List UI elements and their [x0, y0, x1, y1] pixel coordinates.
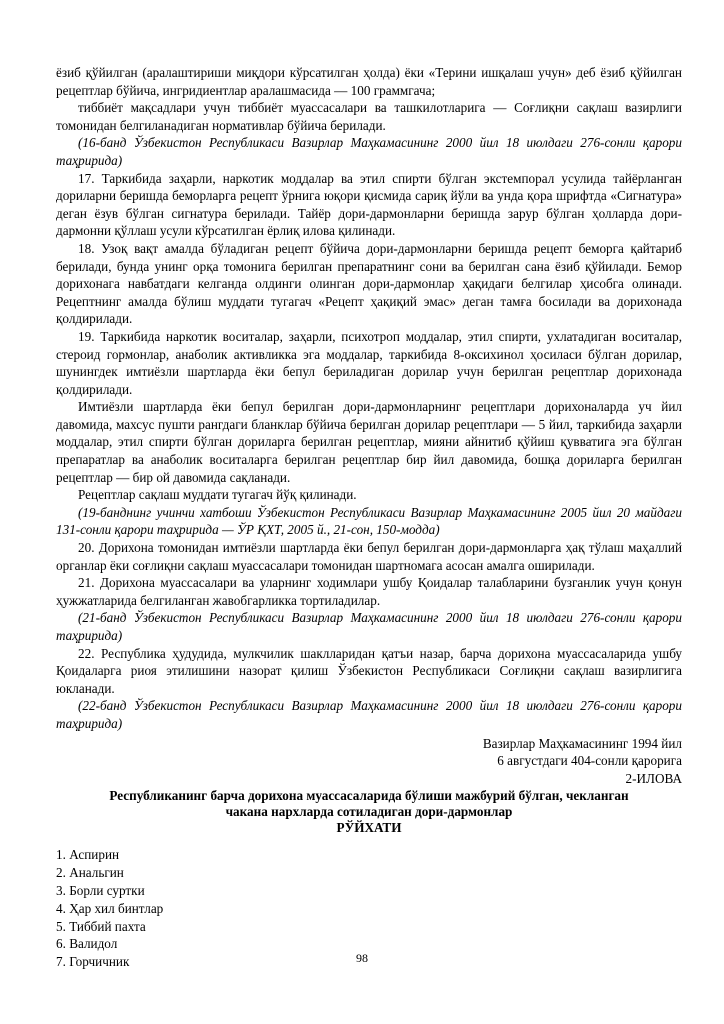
list-title-line1: Республиканинг барча дорихона муассасаларида бўлиши мажбурий бўлган, чекланган	[109, 788, 629, 804]
list-item: 4. Ҳар хил бинтлар	[56, 900, 164, 916]
list-heading	[56, 788, 682, 836]
paragraph: 21. Дорихона муассасалари ва уларнинг ходимлари ушбу Қоидалар талабларини бузганлик учун қонун ҳужжатларида белгиланган жавобгарликка тортиладилар.	[56, 575, 682, 608]
paragraph: тиббиёт мақсадлари учун тиббиёт муассасалари ва ташкилотларига — Соғлиқни сақлаш вазирлиги томонидан белгиланадиган нормативлар бўйича берилади.	[56, 100, 682, 133]
paragraph: 20. Дорихона томонидан имтиёзли шартларда ёки бепул берилган дори-дармонларга ҳақ тўлаш маҳаллий органлар ёки соғлиқни сақлаш муассасалари томонидан шартномага асосан амалга оширилади.	[56, 540, 682, 573]
paragraphs	[56, 64, 682, 733]
paragraph: Имтиёзли шартларда ёки бепул берилган дори-дармонларнинг рецептлари дорихоналарда уч йил давомида, махсус пушти рангдаги бланклар бўйича берилган дорилар рецептлари — 5 йил, таркибида заҳарли моддалар, этил спирти бўлган дориларга берилган рецептлар, мияни айнитиб қўйиш қувватига эга бўлган препаратлар ва анаболик воситаларга берилган рецептлар бир йил давомида, бошқа дориларга берилган рецептлар — бир ой давомида сақланади.	[56, 399, 682, 485]
paragraph: 19. Таркибида наркотик воситалар, заҳарли, психотроп моддалар, этил спирти, ухлатадиган воситалар, стероид гормонлар, анаболик активликка эга моддалар, таркибида 8-оксихинол ҳосиласи бўлган дорилар, шунингдек имтиёзли шартларда ёки бепул бериладиган дорилар учун берилган рецептлар дорихонада қолдирилади.	[56, 328, 682, 397]
appendix-ref-line1: Вазирлар Маҳкамасининг 1994 йил	[482, 735, 682, 751]
list-item: 7. Горчичник	[56, 954, 130, 970]
amendment-note: (22-банд Ўзбекистон Республикаси Вазирлар Маҳкамасининг 2000 йил 18 июлдаги 276-сонли қарори таҳририда)	[56, 698, 682, 731]
list-title-line3: РЎЙХАТИ	[336, 820, 402, 836]
paragraph: Рецептлар сақлаш муддати тугагач йўқ қилинади.	[78, 487, 357, 503]
paragraph: 18. Узоқ вақт амалда бўладиган рецепт бўйича дори-дармонларни беришда рецепт беморга қайтариб берилади, бунда унинг орқа томонига берилган препаратнинг сони ва берилган сана ёзиб қўйилади. Бемор дорихонага навбатдаги келганда олдинги олинган дори-дармонлар ҳақидаги белгилар ҳисобга олинади. Рецептнинг амалда бўлиш муддати тугагач «Рецепт ҳақиқий эмас» деган тамға босилади ва дорихонада қолдирилади.	[56, 240, 682, 327]
list-item: 3. Борли суртки	[56, 882, 145, 898]
list-item: 5. Тиббий пахта	[56, 918, 146, 934]
amendment-note: (19-банднинг учинчи хатбоши Ўзбекистон Республикаси Вазирлар Маҳкамасининг 2005 йил 20 майдаги 131-сонли қарори таҳририда — ЎР ҚХТ, 2005 й., 21-сон, 150-модда)	[56, 504, 682, 538]
document-body	[56, 64, 682, 971]
paragraph: 17. Таркибида заҳарли, наркотик моддалар ва этил спирти бўлган экстемпорал усулида тайёрланган дориларни беришда беморларга рецепт ўрнига юқори қисмида сариқ йўли ва унда қора шрифтда «Сигнатура» деган ёзув бўлган сигнатура берилади. Тайёр дори-дармонларни беришда зарур бўлган ҳолларда дори-дармонни қўллаш усули кўрсатилган ёрлиқ илова қилинади.	[56, 170, 682, 239]
list-title-line2: чакана нархларда сотиладиган дори-дармонлар	[225, 804, 513, 820]
list-item: 1. Аспирин	[56, 847, 120, 863]
appendix-reference	[56, 735, 682, 788]
appendix-ref-line2: 6 августдаги 404-сонли қарорига	[497, 753, 682, 769]
amendment-note: (16-банд Ўзбекистон Республикаси Вазирлар Маҳкамасининг 2000 йил 18 июлдаги 276-сонли қарори таҳририда)	[56, 135, 682, 168]
list-item: 6. Валидол	[56, 936, 118, 952]
appendix-ref-line3: 2-ИЛОВА	[625, 770, 682, 786]
paragraph: ёзиб қўйилган (аралаштириши миқдори кўрсатилган ҳолда) ёки «Терини ишқалаш учун» деб ёзиб қўйилган рецептлар бўйича, ингридиентлар аралашмасида — 100 граммгача;	[56, 65, 682, 98]
amendment-note: (21-банд Ўзбекистон Республикаси Вазирлар Маҳкамасининг 2000 йил 18 июлдаги 276-сонли қарори таҳририда)	[56, 610, 682, 643]
paragraph: 22. Республика ҳудудида, мулкчилик шаклларидан қатъи назар, барча дорихона муассасаларида ушбу Қоидаларга риоя этилишини назорат қилиш Ўзбекистон Республикаси Соғлиқни сақлаш вазирлигига юкланади.	[56, 645, 682, 696]
page-number: 98	[356, 951, 368, 965]
list-item: 2. Анальгин	[56, 865, 124, 881]
